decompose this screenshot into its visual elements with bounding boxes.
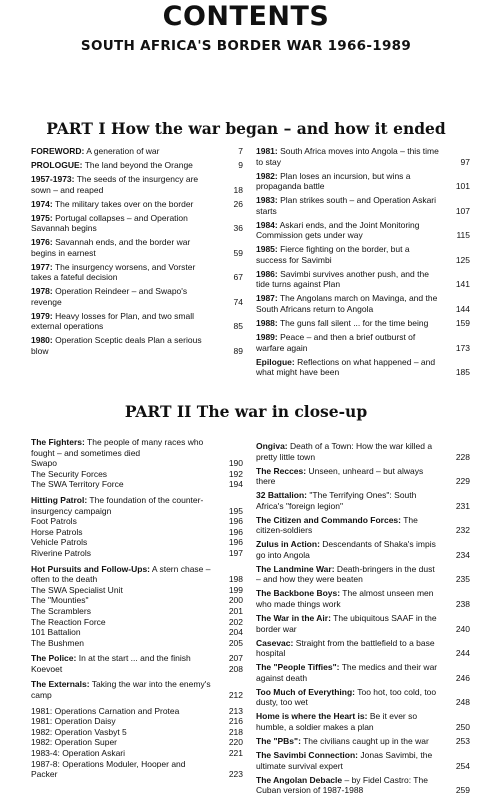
toc-page-number: 253	[455, 735, 470, 746]
toc-page-number: 244	[455, 648, 470, 659]
toc-entry	[256, 171, 470, 192]
toc-entry-lead: 1979:	[31, 310, 53, 321]
toc-entry-text: The Bushmen	[31, 637, 84, 648]
toc-entry-lead: 1985:	[256, 244, 278, 255]
toc-entry	[256, 244, 470, 265]
toc-entry-text: 1982: Operation Vasbyt 5	[31, 726, 127, 737]
toc-entry-text: Savimbi survives another push, and the tide turns against Plan	[256, 268, 429, 290]
toc-entry	[256, 750, 470, 771]
toc-page-number: 85	[233, 321, 243, 332]
toc-page-number: 246	[455, 672, 470, 683]
toc-entry-title	[31, 585, 243, 596]
toc-page-number: 216	[228, 716, 243, 727]
toc-entry-title	[31, 262, 243, 283]
toc-entry	[256, 332, 470, 353]
toc-entry-text: Heavy losses for Plan, and two small external operations	[31, 310, 195, 332]
toc-page-number: 221	[228, 748, 243, 759]
toc-entry	[31, 237, 243, 258]
toc-entry-title	[31, 286, 243, 307]
toc-entry	[31, 716, 243, 727]
toc-entry-title	[31, 437, 243, 458]
toc-entry	[31, 335, 243, 356]
toc-entry-text: The medics and their war against death	[256, 662, 438, 683]
toc-entry	[31, 286, 243, 307]
part1-heading: PART I How the war began – and how it ended	[46, 119, 446, 138]
toc-entry-title	[31, 638, 243, 649]
toc-entry-lead: The Externals:	[31, 679, 90, 690]
toc-entry-text: The ubiquitous SAAF in the border war	[256, 613, 437, 634]
toc-entry-text: Death-bringers in the dust – and how they were beaten	[256, 563, 435, 585]
toc-entry	[256, 146, 470, 167]
part2-left-column	[31, 437, 243, 780]
toc-page-number: 101	[455, 181, 470, 192]
toc-entry	[256, 564, 470, 585]
toc-entry-title	[31, 606, 243, 617]
toc-entry-lead: 1981:	[256, 146, 278, 156]
toc-entry-lead: 1977:	[31, 261, 53, 272]
toc-entry-text: Be it ever so humble, a soldier makes a plan	[256, 711, 418, 732]
toc-entry	[31, 737, 243, 748]
toc-entry-lead: Hot Pursuits and Follow-Ups:	[31, 563, 150, 574]
toc-entry-lead: 32 Battalion:	[256, 490, 308, 501]
toc-page-number: 141	[455, 279, 470, 290]
toc-entry-title	[256, 490, 470, 511]
toc-entry	[256, 588, 470, 609]
toc-entry-lead: 1957-1973:	[31, 173, 75, 184]
toc-entry-lead: 1974:	[31, 198, 53, 209]
toc-entry-text: "The Terrifying Ones": South Africa's "foreign legion"	[256, 490, 417, 511]
toc-entry-text: The civilians caught up in the war	[300, 735, 429, 746]
toc-entry	[256, 662, 470, 683]
toc-entry-text: Plan loses an incursion, but wins a propaganda battle	[256, 170, 411, 192]
toc-page-number: 26	[233, 198, 243, 209]
toc-entry-title	[31, 199, 243, 210]
toc-entry	[256, 613, 470, 634]
toc-entry	[256, 293, 470, 314]
toc-page-number: 254	[455, 760, 470, 771]
toc-entry-text: Jonas Savimbi, the ultimate survival expert	[256, 749, 433, 771]
toc-page-number: 195	[228, 505, 243, 516]
toc-entry	[31, 458, 243, 469]
toc-page-number: 240	[455, 623, 470, 634]
toc-page-number: 197	[228, 547, 243, 558]
toc-entry-lead: The Backbone Boys:	[256, 588, 341, 599]
toc-page-number: 144	[455, 304, 470, 315]
page-subtitle: SOUTH AFRICA'S BORDER WAR 1966-1989	[80, 38, 412, 54]
toc-entry	[31, 516, 243, 527]
toc-entry-text: Portugal collapses – and Operation Savannah begins	[31, 212, 188, 234]
toc-entry-title	[31, 706, 243, 717]
toc-entry	[256, 466, 470, 487]
toc-entry	[256, 711, 470, 732]
toc-entry-text: The "Mounties"	[31, 595, 89, 606]
toc-entry-title	[256, 332, 470, 353]
toc-entry-text: Askari ends, and the Joint Monitoring Commission gets under way	[256, 219, 420, 241]
toc-entry	[31, 213, 243, 234]
toc-entry-title	[256, 466, 470, 487]
toc-page-number: 74	[233, 296, 243, 307]
toc-entry-text: Taking the war into the enemy's camp	[31, 679, 211, 701]
toc-page-number: 250	[455, 721, 470, 732]
toc-entry-lead: FOREWORD:	[31, 146, 85, 156]
toc-entry-lead: Home is where the Heart is:	[256, 711, 368, 722]
toc-page-number: 192	[228, 468, 243, 479]
part1-left-column	[31, 146, 243, 360]
toc-entry-lead: 1982:	[256, 170, 278, 181]
toc-entry-text: The citizen-soldiers	[256, 514, 418, 536]
toc-entry	[256, 318, 470, 329]
toc-entry-text: 1982: Operation Super	[31, 737, 118, 748]
toc-entry-lead: 1987:	[256, 293, 278, 304]
toc-entry-title	[31, 469, 243, 480]
toc-entry-lead: The Fighters:	[31, 437, 85, 447]
toc-entry	[31, 606, 243, 617]
toc-entry	[31, 537, 243, 548]
toc-entry-title	[31, 458, 243, 469]
toc-entry-title	[256, 539, 470, 560]
toc-entry-lead: 1989:	[256, 332, 278, 343]
toc-entry-lead: The Angolan Debacle	[256, 774, 343, 785]
toc-entry-title	[256, 441, 470, 462]
toc-page-number: 232	[455, 525, 470, 536]
toc-page-number: 125	[455, 254, 470, 265]
toc-entry-lead: Casevac:	[256, 637, 294, 648]
toc-entry-lead: The Recces:	[256, 465, 307, 476]
toc-entry-title	[31, 160, 243, 171]
toc-entry-lead: 1984:	[256, 219, 278, 230]
toc-page-number: 198	[228, 574, 243, 585]
toc-entry	[31, 706, 243, 717]
toc-entry	[31, 174, 243, 195]
toc-entry-text: South Africa moves into Angola – this time to stay	[256, 146, 439, 167]
toc-entry	[256, 269, 470, 290]
toc-entry-title	[256, 318, 470, 329]
toc-entry-title	[256, 357, 470, 378]
toc-entry-lead: 1978:	[31, 286, 53, 297]
toc-page-number: 248	[455, 697, 470, 708]
toc-entry-lead: Hitting Patrol:	[31, 494, 88, 505]
toc-entry-title	[256, 711, 470, 732]
toc-entry-title	[256, 687, 470, 708]
toc-entry-title	[256, 195, 470, 216]
toc-entry	[256, 638, 470, 659]
toc-entry-title	[256, 146, 470, 167]
toc-page-number: 18	[233, 184, 243, 195]
toc-entry-text: The SWA Specialist Unit	[31, 584, 123, 595]
toc-entry-text: The almost unseen men who made things work	[256, 588, 434, 610]
toc-page-number: 107	[455, 205, 470, 216]
toc-entry-text: Koevoet	[31, 663, 63, 674]
toc-entry-lead: The Citizen and Commando Forces:	[256, 514, 401, 525]
toc-entry-text: The people of many races who fought – and sometimes died	[31, 437, 204, 458]
toc-page-number: 202	[228, 616, 243, 627]
toc-entry	[256, 539, 470, 560]
toc-entry-text: The military takes over on the border	[52, 198, 194, 209]
toc-page-number: 173	[455, 342, 470, 353]
toc-entry	[31, 469, 243, 480]
toc-entry-text: Peace – and then a brief outburst of warfare again	[256, 332, 416, 353]
toc-entry-text: Reflections on what happened – and what might have been	[256, 356, 436, 378]
toc-entry-title	[31, 759, 243, 780]
toc-entry-text: The guns fall silent ... for the time being	[277, 318, 429, 329]
toc-entry	[31, 495, 243, 516]
toc-page-number: 196	[228, 516, 243, 527]
toc-entry-title	[256, 515, 470, 536]
toc-entry-text: A stern chase – often to the death	[31, 563, 211, 585]
toc-entry-title	[256, 244, 470, 265]
toc-entry-lead: 1980:	[31, 335, 53, 346]
toc-page-number: 185	[455, 367, 470, 378]
toc-entry-title	[31, 527, 243, 538]
toc-entry-lead: 1988:	[256, 318, 278, 329]
toc-entry	[256, 441, 470, 462]
toc-entry-title	[256, 662, 470, 683]
toc-entry-lead: 1975:	[31, 212, 53, 223]
toc-entry-text: 1981: Operation Daisy	[31, 716, 116, 727]
toc-entry-title	[256, 220, 470, 241]
toc-entry-text: The seeds of the insurgency are sown – and reaped	[31, 173, 199, 195]
toc-entry-title	[31, 716, 243, 727]
toc-entry-text: 1987-8: Operations Moduler, Hooper and Packer	[31, 758, 186, 780]
toc-entry-text: The Reaction Force	[31, 616, 106, 627]
toc-entry-title	[256, 588, 470, 609]
toc-entry	[256, 515, 470, 536]
toc-entry-text: The insurgency worsens, and Vorster takes a fateful decision	[31, 261, 196, 283]
toc-entry-text: Foot Patrols	[31, 516, 77, 527]
toc-page-number: 159	[455, 318, 470, 329]
toc-entry	[31, 627, 243, 638]
toc-page-number: 212	[228, 690, 243, 701]
toc-entry-text: 1983-4: Operation Askari	[31, 748, 126, 759]
toc-entry-title	[31, 495, 243, 516]
toc-entry	[256, 775, 470, 796]
toc-page-number: 89	[233, 346, 243, 357]
toc-page-number: 199	[228, 584, 243, 595]
toc-entry	[31, 146, 243, 157]
toc-page-number: 36	[233, 223, 243, 234]
toc-entry-lead: The Savimbi Connection:	[256, 749, 359, 760]
toc-page-number: 115	[456, 230, 470, 241]
toc-entry-title	[256, 750, 470, 771]
toc-entry	[256, 736, 470, 747]
toc-entry	[31, 160, 243, 171]
toc-entry-title	[256, 613, 470, 634]
toc-entry-title	[31, 617, 243, 628]
toc-entry	[31, 617, 243, 628]
toc-entry-text: The land beyond the Orange	[82, 159, 193, 170]
toc-entry-lead: PROLOGUE:	[31, 159, 83, 170]
page-title: CONTENTS	[162, 1, 330, 32]
toc-entry-title	[31, 146, 243, 157]
toc-page-number: 7	[238, 146, 243, 156]
toc-entry-title	[256, 171, 470, 192]
toc-entry-text: Savannah ends, and the border war begins in earnest	[31, 237, 191, 258]
toc-entry	[256, 687, 470, 708]
toc-page-number: 97	[460, 156, 470, 167]
toc-entry-title	[31, 479, 243, 490]
toc-page-number: 200	[228, 595, 243, 606]
toc-page-number: 229	[455, 476, 470, 487]
toc-page-number: 234	[455, 549, 470, 560]
toc-entry-text: Swapo	[31, 458, 57, 469]
toc-entry	[31, 727, 243, 738]
toc-entry-title	[31, 335, 243, 356]
toc-entry	[256, 220, 470, 241]
toc-entry	[31, 479, 243, 490]
toc-entry-title	[256, 293, 470, 314]
toc-entry	[31, 311, 243, 332]
toc-entry	[31, 595, 243, 606]
toc-entry-text: Death of a Town: How the war killed a pretty little town	[256, 441, 433, 462]
toc-entry	[31, 262, 243, 283]
toc-entry-text: Operation Sceptic deals Plan a serious blow	[31, 335, 202, 357]
toc-page-number: 235	[455, 574, 470, 585]
toc-entry	[31, 638, 243, 649]
toc-page-number: 201	[228, 605, 243, 616]
toc-entry-text: Plan strikes south – and Operation Askari starts	[256, 195, 437, 216]
toc-entry-lead: Ongiva:	[256, 441, 288, 451]
toc-entry-text: Straight from the battlefield to a base hospital	[256, 637, 435, 659]
toc-entry-title	[31, 174, 243, 195]
toc-entry-text: The Scramblers	[31, 605, 91, 616]
toc-entry-text: 101 Battalion	[31, 627, 81, 638]
toc-entry	[31, 664, 243, 675]
toc-entry	[31, 548, 243, 559]
toc-entry-title	[31, 737, 243, 748]
toc-entry-text: Operation Reindeer – and Swapo's revenge	[31, 286, 188, 307]
toc-entry-text: A generation of war	[84, 146, 160, 156]
toc-entry-title	[31, 548, 243, 559]
toc-entry-lead: Zulus in Action:	[256, 539, 320, 550]
toc-entry-title	[31, 213, 243, 234]
toc-entry-title	[31, 595, 243, 606]
toc-entry	[31, 759, 243, 780]
toc-entry-title	[256, 638, 470, 659]
toc-entry	[31, 437, 243, 458]
toc-entry-title	[31, 653, 243, 664]
toc-entry-title	[31, 664, 243, 675]
toc-entry-text: Horse Patrols	[31, 526, 83, 537]
toc-entry	[256, 490, 470, 511]
toc-entry-text: The foundation of the counter-insurgency campaign	[31, 494, 204, 516]
toc-entry-text: – by Fidel Castro: The Cuban version of 1987-1988	[256, 774, 428, 796]
toc-entry-lead: The "People Tiffies":	[256, 662, 340, 673]
toc-entry	[256, 357, 470, 378]
toc-page-number: 231	[455, 500, 470, 511]
toc-page-number: 190	[228, 458, 243, 469]
toc-entry-lead: 1983:	[256, 195, 278, 206]
toc-entry-lead: The Police:	[31, 653, 77, 664]
part2-right-column	[256, 441, 470, 799]
toc-entry-text: The Angolans march on Mavinga, and the South Africans return to Angola	[256, 293, 438, 315]
toc-page-number: 205	[228, 637, 243, 648]
toc-entry	[31, 527, 243, 538]
toc-entry	[256, 195, 470, 216]
toc-entry-title	[31, 516, 243, 527]
toc-page-number: 207	[228, 653, 243, 664]
toc-page-number: 213	[228, 705, 243, 716]
toc-entry	[31, 679, 243, 700]
toc-page-number: 9	[238, 159, 243, 170]
toc-entry-title	[256, 269, 470, 290]
toc-entry-lead: Epilogue:	[256, 356, 295, 367]
toc-entry-lead: The Landmine War:	[256, 563, 335, 574]
toc-entry-text: Fierce fighting on the border, but a success for Savimbi	[256, 244, 410, 265]
toc-entry	[31, 748, 243, 759]
toc-page-number: 228	[455, 451, 470, 462]
toc-page-number: 220	[228, 737, 243, 748]
toc-entry	[31, 653, 243, 664]
part1-right-column	[256, 146, 470, 381]
toc-entry-title	[31, 311, 243, 332]
toc-entry-text: The SWA Territory Force	[31, 479, 124, 490]
toc-entry-text: 1981: Operations Carnation and Protea	[31, 705, 180, 716]
toc-entry-title	[31, 627, 243, 638]
toc-page-number: 223	[228, 769, 243, 780]
toc-entry-text: The Security Forces	[31, 468, 108, 479]
toc-page-number: 196	[228, 526, 243, 537]
toc-entry-text: In at the start ... and the finish	[76, 653, 191, 664]
toc-entry-title	[31, 727, 243, 738]
toc-entry-title	[31, 748, 243, 759]
toc-entry-title	[31, 237, 243, 258]
toc-entry	[31, 564, 243, 585]
toc-page-number: 59	[233, 247, 243, 258]
toc-entry-text: Unseen, unheard – but always there	[256, 465, 424, 487]
toc-entry	[31, 199, 243, 210]
part2-heading: PART II The war in close-up	[124, 402, 368, 421]
toc-entry-title	[256, 736, 470, 747]
toc-page-number: 238	[455, 599, 470, 610]
toc-entry-title	[256, 775, 470, 796]
toc-page-number: 218	[228, 726, 243, 737]
toc-entry-lead: 1976:	[31, 237, 53, 248]
toc-entry-text: Too hot, too cold, too dusty, too wet	[256, 686, 437, 708]
toc-entry-lead: The "PBs":	[256, 735, 301, 746]
toc-entry-title	[31, 537, 243, 548]
toc-page-number: 208	[228, 663, 243, 674]
toc-entry-lead: 1986:	[256, 268, 278, 279]
toc-entry-lead: The War in the Air:	[256, 613, 331, 624]
toc-entry-title	[31, 679, 243, 700]
toc-entry-text: Descendants of Shaka's impis go into Angola	[256, 539, 436, 560]
toc-entry-title	[31, 564, 243, 585]
toc-entry-text: Vehicle Patrols	[31, 537, 88, 548]
toc-page-number: 259	[455, 785, 470, 796]
toc-entry	[31, 585, 243, 596]
toc-page-number: 67	[233, 272, 243, 283]
toc-entry-lead: Too Much of Everything:	[256, 686, 356, 697]
toc-page-number: 196	[228, 537, 243, 548]
toc-entry-title	[256, 564, 470, 585]
toc-page-number: 204	[228, 627, 243, 638]
toc-entry-text: Riverine Patrols	[31, 547, 91, 558]
toc-page-number: 194	[228, 479, 243, 490]
